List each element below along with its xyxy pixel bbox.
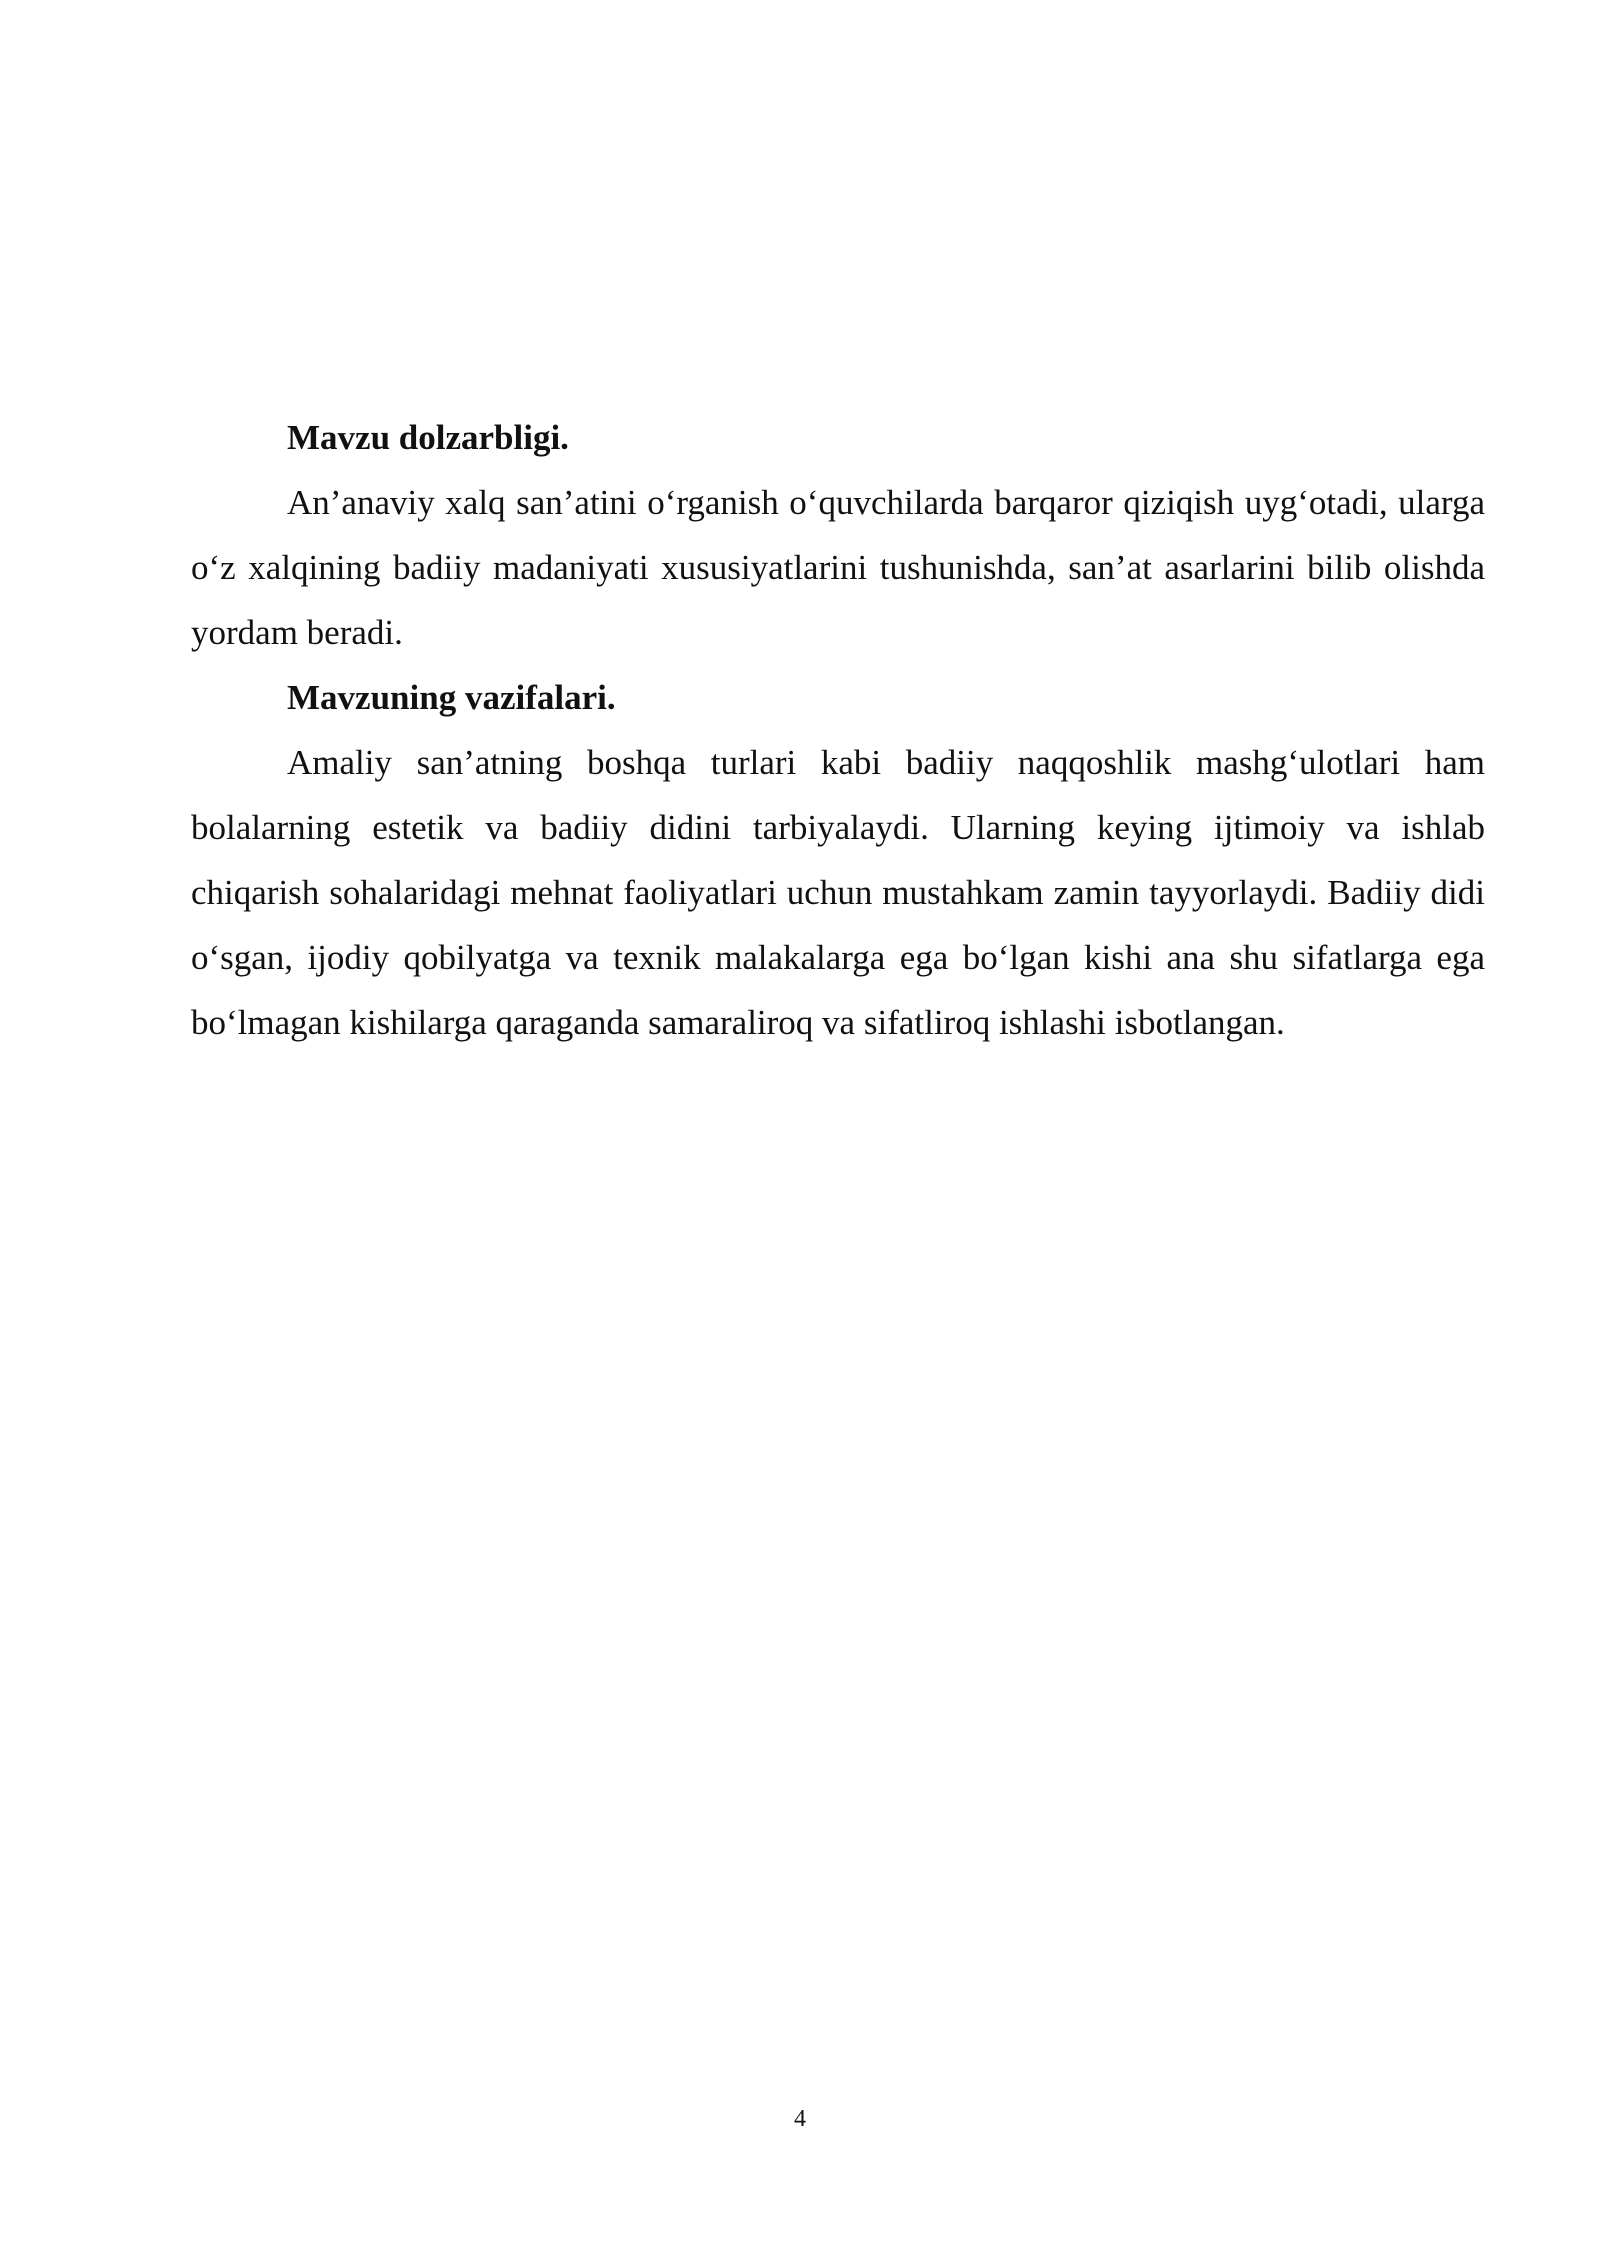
- section-paragraph-tasks: Amaliy san’atning boshqa turlari kabi badiiy naqqoshlik mashg‘ulotlari ham bolalarning estetik va badiiy didini tarbiyalaydi. Ularning keying ijtimoiy va ishlab chiqarish sohalaridagi mehnat faoliyatlari uchun mustahkam zamin tayyorlaydi. Badiiy didi o‘sgan, ijodiy qobilyatga va texnik malakalarga ega bo‘lgan kishi ana shu sifatlarga ega bo‘lmagan kishilarga qaraganda samaraliroq va sifatliroq ishlashi isbotlangan.: [191, 743, 1485, 1042]
- page-content: [191, 405, 1485, 1055]
- page-number: 4: [794, 2106, 806, 2132]
- section-paragraph-relevance: An’anaviy xalq san’atini o‘rganish o‘quvchilarda barqaror qiziqish uyg‘otadi, ularga o‘z xalqining badiiy madaniyati xususiyatlarini tushunishda, san’at asarlarini bilib olishda yordam beradi.: [191, 483, 1485, 652]
- section-heading-relevance: Mavzu dolzarbligi.: [287, 418, 569, 457]
- section-heading-tasks: Mavzuning vazifalari.: [287, 678, 616, 717]
